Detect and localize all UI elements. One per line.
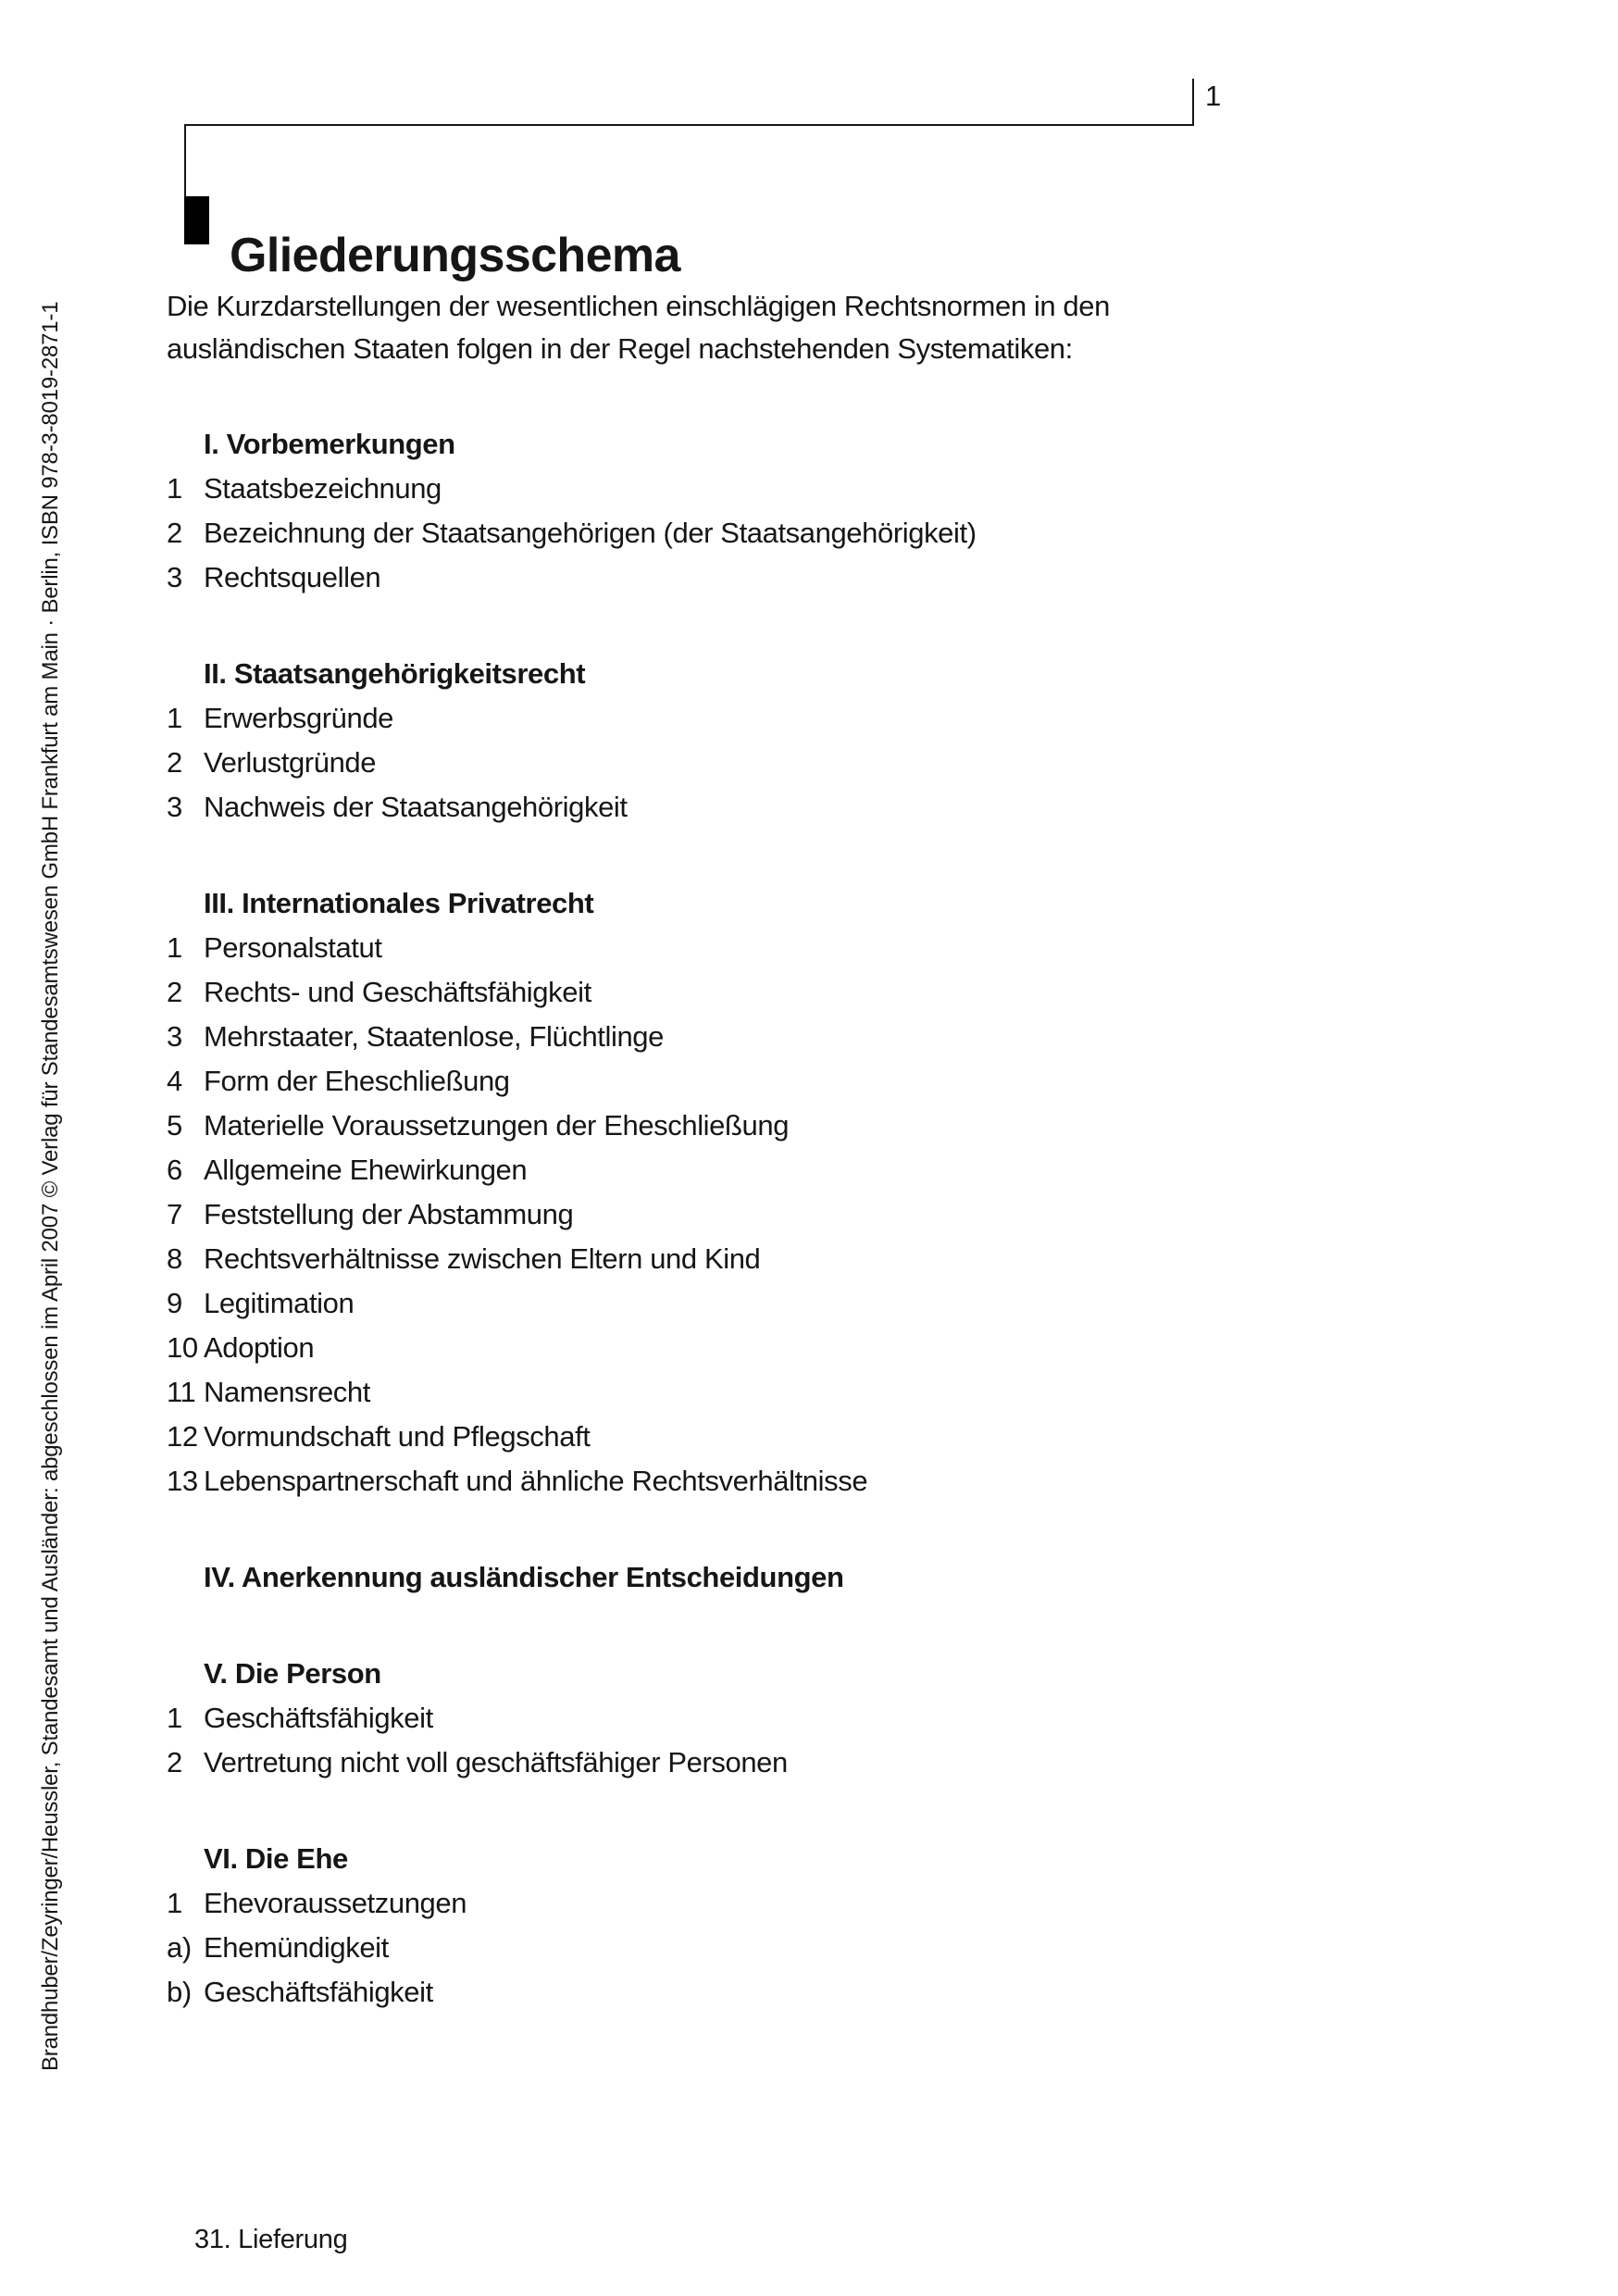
item-number: 2 xyxy=(167,746,182,779)
outline-item xyxy=(167,1741,1231,1785)
footer-delivery-note: 31. Lieferung xyxy=(194,2225,348,2254)
outline-item xyxy=(167,1192,1231,1237)
item-text: Feststellung der Abstammung xyxy=(204,1198,574,1230)
item-number: 1 xyxy=(167,931,182,964)
outline-item xyxy=(167,511,1231,555)
item-number: 1 xyxy=(167,1887,182,1919)
item-text: Materielle Voraussetzungen der Eheschließung xyxy=(204,1109,790,1142)
outline-item xyxy=(167,926,1231,970)
item-number: 6 xyxy=(167,1154,182,1186)
item-text: Bezeichnung der Staatsangehörigen (der Staatsangehörigkeit) xyxy=(204,517,977,549)
section-items xyxy=(167,1881,1231,2015)
outline-item xyxy=(167,696,1231,741)
outline-item xyxy=(167,1148,1231,1192)
item-number: 3 xyxy=(167,791,182,823)
outline-item xyxy=(167,1015,1231,1059)
section-items xyxy=(167,467,1231,600)
outline-item xyxy=(167,1696,1231,1741)
outline-section xyxy=(167,652,1231,830)
section-heading: I. Vorbemerkungen xyxy=(204,428,455,460)
section-heading: II. Staatsangehörigkeitsrecht xyxy=(204,657,586,690)
item-text: Mehrstaater, Staatenlose, Flüchtlinge xyxy=(204,1020,664,1053)
item-number: 3 xyxy=(167,561,182,593)
item-number: 11 xyxy=(167,1376,196,1408)
item-text: Nachweis der Staatsangehörigkeit xyxy=(204,791,628,823)
item-number: 1 xyxy=(167,1702,182,1734)
intro-line-2: ausländischen Staaten folgen in der Regel nachstehenden Systematiken: xyxy=(167,332,1073,365)
item-text: Ehevoraussetzungen xyxy=(204,1887,467,1919)
item-text: Lebenspartnerschaft und ähnliche Rechtsverhältnisse xyxy=(204,1465,868,1497)
section-items xyxy=(167,926,1231,1504)
section-heading: V. Die Person xyxy=(204,1657,381,1690)
item-number: 12 xyxy=(167,1420,198,1453)
section-heading: VI. Die Ehe xyxy=(204,1842,348,1875)
section-items xyxy=(167,1696,1231,1785)
outline-item xyxy=(167,467,1231,511)
item-number: 2 xyxy=(167,1746,182,1778)
item-text: Geschäftsfähigkeit xyxy=(204,1976,433,2008)
item-text: Rechts- und Geschäftsfähigkeit xyxy=(204,976,591,1008)
outline-item xyxy=(167,1926,1231,1970)
item-text: Vormundschaft und Pflegschaft xyxy=(204,1420,591,1453)
item-number: 5 xyxy=(167,1109,182,1142)
outline-item xyxy=(167,555,1231,600)
item-number: 13 xyxy=(167,1465,198,1497)
header-rule-right-tick xyxy=(1192,79,1194,124)
outline-section xyxy=(167,422,1231,600)
item-number: 8 xyxy=(167,1242,182,1275)
header-rule-left-tick xyxy=(184,124,186,196)
intro-line-1: Die Kurzdarstellungen der wesentlichen einschlägigen Rechtsnormen in den xyxy=(167,290,1110,322)
outline-item xyxy=(167,1881,1231,1926)
item-text: Ehemündigkeit xyxy=(204,1931,389,1964)
item-text: Rechtsverhältnisse zwischen Eltern und Kind xyxy=(204,1242,761,1275)
item-number: 2 xyxy=(167,517,182,549)
outline-item xyxy=(167,1281,1231,1326)
item-text: Verlustgründe xyxy=(204,746,377,779)
item-text: Erwerbsgründe xyxy=(204,702,394,734)
item-text: Rechtsquellen xyxy=(204,561,381,593)
item-number: 7 xyxy=(167,1198,182,1230)
outline-item xyxy=(167,1237,1231,1281)
outline-item xyxy=(167,970,1231,1015)
outline-item xyxy=(167,1459,1231,1504)
header-rule xyxy=(184,124,1194,126)
outline-item xyxy=(167,1326,1231,1370)
outline-sections xyxy=(167,422,1231,2015)
item-number: 9 xyxy=(167,1287,182,1319)
item-text: Form der Eheschließung xyxy=(204,1065,510,1097)
section-heading: IV. Anerkennung ausländischer Entscheidungen xyxy=(204,1561,844,1593)
item-number: b) xyxy=(167,1976,192,2008)
outline-item xyxy=(167,1059,1231,1104)
item-number: 1 xyxy=(167,472,182,505)
outline-item xyxy=(167,741,1231,785)
edition-sidebar-text: Brandhuber/Zeyringer/Heussler, Standesamt und Ausländer: abgeschlossen im April 2007 © Verlag für Standesamtswesen GmbH Frankfurt am Main · Berlin, ISBN 978-3-8019-2871-1 xyxy=(38,301,63,2071)
intro-paragraph xyxy=(167,285,1231,370)
item-text: Vertretung nicht voll geschäftsfähiger Personen xyxy=(204,1746,788,1778)
item-number: 4 xyxy=(167,1065,182,1097)
item-text: Allgemeine Ehewirkungen xyxy=(204,1154,528,1186)
item-number: 10 xyxy=(167,1331,198,1364)
title-bullet-square xyxy=(184,196,209,244)
section-items xyxy=(167,696,1231,830)
outline-item xyxy=(167,1104,1231,1148)
outline-item xyxy=(167,785,1231,830)
page-title: Gliederungsschema xyxy=(230,228,680,282)
item-text: Namensrecht xyxy=(204,1376,370,1408)
item-text: Staatsbezeichnung xyxy=(204,472,442,505)
outline-item xyxy=(167,1970,1231,2015)
item-text: Geschäftsfähigkeit xyxy=(204,1702,433,1734)
outline-content xyxy=(167,285,1231,2015)
item-number: 1 xyxy=(167,702,182,734)
item-number: 3 xyxy=(167,1020,182,1053)
section-heading: III. Internationales Privatrecht xyxy=(204,887,594,919)
outline-item xyxy=(167,1370,1231,1415)
item-text: Adoption xyxy=(204,1331,315,1364)
outline-section xyxy=(167,1837,1231,2015)
outline-section xyxy=(167,881,1231,1504)
item-number: 2 xyxy=(167,976,182,1008)
item-text: Legitimation xyxy=(204,1287,355,1319)
outline-item xyxy=(167,1415,1231,1459)
page-number: 1 xyxy=(1205,80,1221,112)
item-number: a) xyxy=(167,1931,192,1964)
outline-section xyxy=(167,1555,1231,1600)
outline-section xyxy=(167,1652,1231,1785)
item-text: Personalstatut xyxy=(204,931,382,964)
